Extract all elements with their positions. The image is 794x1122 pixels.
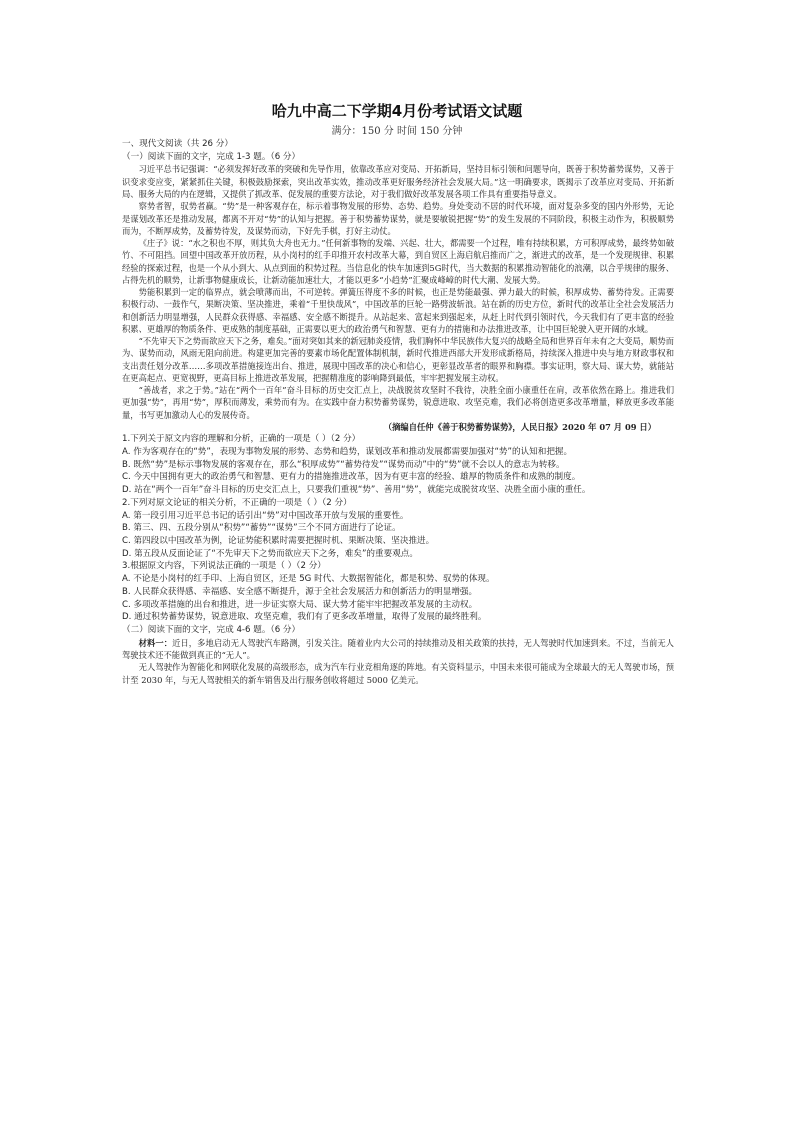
passage-paragraph: 习近平总书记强调：“必须发挥好改革的突破和先导作用，依靠改革应对变局、开拓新局，坚持目标引领和问题导向，既善于积势蓄势谋势，又善于识变求变应变，紧紧抓住关键，积极鼓励探索，突出改革实效，推动改革更好服务经济社会发展大局。”这一明确要求，既揭示了改革应对变局、开拓新局、服务大局的内在逻辑，又提供了抓改革、促发展的重要方法论，对于我们做好改革发展各项工作具有重要指导意义。 [122, 164, 674, 199]
material-paragraph [122, 637, 674, 662]
passage-paragraph: 察势者智，驭势者赢。“势”是一种客观存在，标示着事物发展的形势、态势、趋势。身处变动不居的时代环境，面对复杂多变的国内外形势，无论是谋划改革还是推动发展，都离不开对“势”的认知与把握。善于积势蓄势谋势，就是要敏锐把握“势”的发生发展的不同阶段，积极主动作为，积极顺势而为，不断厚成势，及蓄势待发，及谋势而动，下好先手棋，打好主动仗。 [122, 201, 674, 236]
question-stem: 3.根据原文内容，下列说法正确的一项是（ ）（2 分） [122, 561, 326, 572]
question-option: C. 第四段以中国改革为例，论证势能积累时需要把握时机、果断决策、坚决推进。 [122, 536, 435, 547]
passage-paragraph: 势能积累到一定的临界点，就会喷薄而出，不可逆转。弹簧压得度不多的时候，也正是势能最强、弹力最大的时候，积厚成势、蓄势待发。正需要积极行动、一鼓作气，果断决策、坚决推进，乘着“千里快哉风”，中国改革的巨轮一路劈波斩浪。站在新的历史方位，新时代的改革让全社会发展活力和创新活力明显增强，人民群众获得感、幸福感、安全感不断提升。从站起来、富起来到强起来，从赶上时代到引领时代，今天我们有了更丰富的经验积累、更雄厚的物质条件、更成熟的制度基础，正需要以更大的政治勇气和智慧、更有力的措施和办法推进改革，让中国巨轮驶入更开阔的水域。 [122, 287, 674, 334]
material-paragraph: 无人驾驶作为智能化和网联化发展的高级形态，成为汽车行业竞相角逐的阵地。有关资料显示，中国未来很可能成为全球最大的无人驾驶市场，预计至 2030 年，与无人驾驶相关的新车销售及出行服务创收将超过 5000 亿美元。 [122, 662, 674, 685]
exam-body [122, 138, 674, 686]
question-option: C. 多项改革措施的出台和推进，进一步证实察大局、谋大势才能牢牢把握改革发展的主动权。 [122, 599, 478, 610]
question-option: D. 通过积势蓄势谋势，锐意进取、攻坚克难，我们有了更多改革增量，取得了发展的最终胜利。 [122, 612, 487, 623]
page-subtitle: 满分：150 分 时间 150 分钟 [331, 126, 463, 137]
question-option: B. 人民群众获得感、幸福感、安全感不断提升，源于全社会发展活力和创新活力的明显增强。 [122, 586, 478, 597]
question-option: B. 既然“势”是标示事物发展的客观存在，那么“积厚成势”“蓄势待发”“谋势而动”中的“势”就不会以人的意志为转移。 [122, 459, 565, 470]
part2-heading: （二）阅读下面的文字，完成 4-6 题。（6 分） [122, 625, 301, 636]
question-option: A. 作为客观存在的“势”，表现为事物发展的形势、态势和趋势，谋划改革和推动发展都需要加强对“势”的认知和把握。 [122, 447, 573, 457]
question-stem: 1.下列关于原文内容的理解和分析，正确的一项是（ ）（2 分） [122, 434, 361, 445]
question-option: B. 第三、四、五段分别从“积势”“蓄势”“谋势”三个不同方面进行了论证。 [122, 523, 401, 534]
passage-source: （摘编自任仲《善于积势蓄势谋势》，人民日报》2020 年 07 月 09 日） [383, 422, 656, 433]
question-option: A. 第一段引用习近平总书记的话引出“势”对中国改革开放与发展的重要性。 [122, 510, 409, 521]
part1-heading: （一）阅读下面的文字，完成 1-3 题。（6 分） [122, 151, 301, 162]
material-label: 材料一： [138, 637, 173, 648]
passage-paragraph: “不先审天下之势而欲应天下之务，难矣。”面对突如其来的新冠肺炎疫情，我们胸怀中华民族伟大复兴的战略全局和世界百年未有之大变局，顺势而为、谋势而动，风雨无阻向前进。构建更加完善的要素市场化配置体制机制，新时代推进西部大开发形成新格局，持续深入推进中央与地方财政事权和支出责任划分改革……多项改革措施接连出台、推进，展现中国改革的决心和信心，更彰显改革者的眼界和胸襟。事实证明，察大局、谋大势，就能站在更高起点、更宽视野，更高目标上推进改革发展，把握精准度的影响降到最低，牢牢把握发展主动权。 [122, 336, 674, 383]
page-title: 哈九中高二下学期4月份考试语文试题 [271, 102, 523, 120]
material-text: 近日，多地启动无人驾驶汽车路测，引发关注。随着业内大公司的持续推动及相关政策的扶持，无人驾驶时代加速到来。不过，当前无人驾驶技术还不能做到真正的“无人”。 [122, 637, 674, 661]
question-option: C. 今天中国拥有更大的政治勇气和智慧、更有力的措施推进改革，因为有更丰富的经验、雄厚的物质条件和成熟的制度。 [122, 472, 581, 483]
question-stem: 2.下列对原文论证的相关分析，不正确的一项是（ ）（2 分） [122, 497, 352, 508]
question-option: D. 站在“两个一百年”奋斗目标的历史交汇点上，只要我们重视“势”、善用“势”，就能完成脱贫攻坚、决胜全面小康的重任。 [122, 485, 591, 496]
passage-paragraph: “善战者，求之于势。”站在“两个一百年”奋斗目标的历史交汇点上，决战脱贫攻坚时不我待，决胜全面小康重任在肩，改革依然在路上。推进我们更加强“势”，再用“势”，厚积而薄发，乘势而有为。在实践中奋力积势蓄势谋势，锐意进取、攻坚克难，我们必将创造更多改革增量，释放更多改革能量，书写更加激动人心的发展传奇。 [122, 385, 674, 420]
question-option: D. 第五段从反面论证了“不先审天下之势而欲应天下之务，难矣”的重要观点。 [122, 548, 418, 559]
question-option: A. 不论是小岗村的红手印、上海自贸区，还是 5G 时代、大数据智能化，都是积势、驭势的体现。 [122, 574, 495, 585]
section-heading: 一、现代文阅读（共 26 分） [122, 139, 233, 149]
passage-paragraph: 《庄子》说：“水之积也不厚，则其负大舟也无力。”任何新事物的发端、兴起、壮大，都需要一个过程，唯有持续积累，方可积厚成势，最终势如破竹、不可阻挡。回望中国改革开放历程，从小岗村的红手印推开农村改革大幕，到自贸区上海启航启推而广之，渐进式的改革，是一个发现规律、积累经验的探索过程，也是一个从小到大、从点到面的积势过程。当信息化的快车加速到5G时代，当大数据的积累推动智能化的浪潮，以合乎规律的服务、占得先机的顺势，让新事物健康成长，让新动能加速壮大，才能以更多“小趋势”汇聚成峰嶂的时代大潮、发展大势。 [122, 238, 674, 285]
